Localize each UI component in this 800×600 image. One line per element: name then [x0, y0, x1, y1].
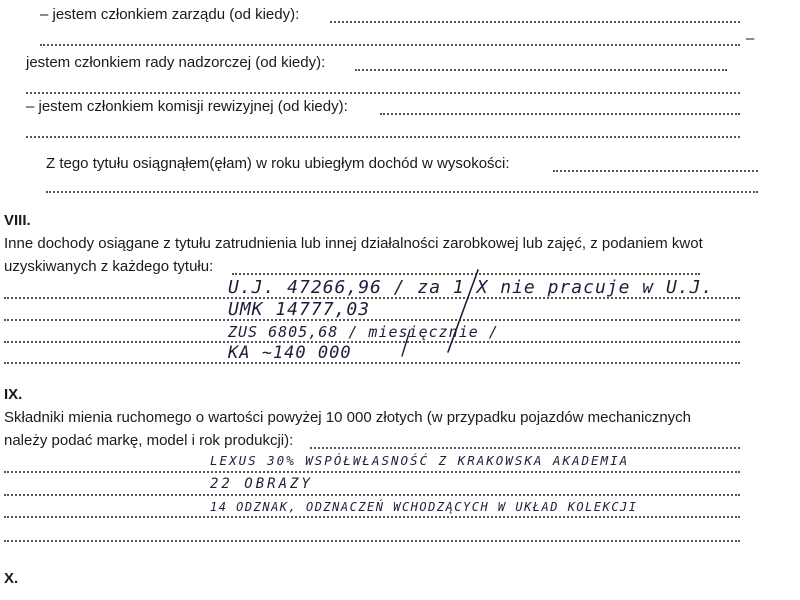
- handwritten-income-uj: U.J. 47266,96 / za 1 X nie pracuje w U.J.: [228, 277, 714, 298]
- line-zarzad-label: – jestem członkiem zarządu (od kiedy):: [40, 6, 300, 23]
- dash-mark: –: [746, 30, 755, 47]
- handwritten-income-zus: ZUS 6805,68 / miesięcznie /: [228, 323, 499, 341]
- handwritten-income-umk: UMK 14777,03: [228, 299, 371, 320]
- section-viii-text-1: Inne dochody osiągane z tytułu zatrudnienia lub innej działalności zarobkowej lub zajęć, z podaniem kwot: [4, 235, 703, 252]
- section-viii-text-2: uzyskiwanych z każdego tytułu:: [4, 258, 214, 275]
- section-ix-text-2: należy podać markę, model i rok produkcji):: [4, 432, 294, 449]
- slash-stroke: [448, 270, 478, 352]
- section-ix-text-1: Składniki mienia ruchomego o wartości powyżej 10 000 złotych (w przypadku pojazdów mechanicznych: [4, 409, 692, 426]
- section-x-number: X.: [4, 570, 19, 587]
- line-rada-label: jestem członkiem rady nadzorczej (od kiedy):: [26, 54, 326, 71]
- slash-stroke: [402, 330, 410, 356]
- line-dochod-label: Z tego tytułu osiągnąłem(ęłam) w roku ubiegłym dochód w wysokości:: [46, 155, 510, 172]
- handwritten-income-ka: KA ~140 000: [228, 343, 352, 363]
- handwritten-asset-lexus: LEXUS 30% WSPÓŁWŁASNOŚĆ Z KRAKOWSKA AKADEMIA: [210, 453, 630, 468]
- handwritten-asset-odznaki: 14 ODZNAK, ODZNACZEŃ WCHODZĄCYCH W UKŁAD KOLEKCJI: [210, 500, 638, 514]
- line-komisja-label: – jestem członkiem komisji rewizyjnej (od kiedy):: [26, 98, 348, 115]
- section-viii-number: VIII.: [4, 212, 31, 229]
- handwritten-asset-obrazy: 22 OBRAZY: [210, 476, 313, 492]
- section-ix-number: IX.: [4, 386, 23, 403]
